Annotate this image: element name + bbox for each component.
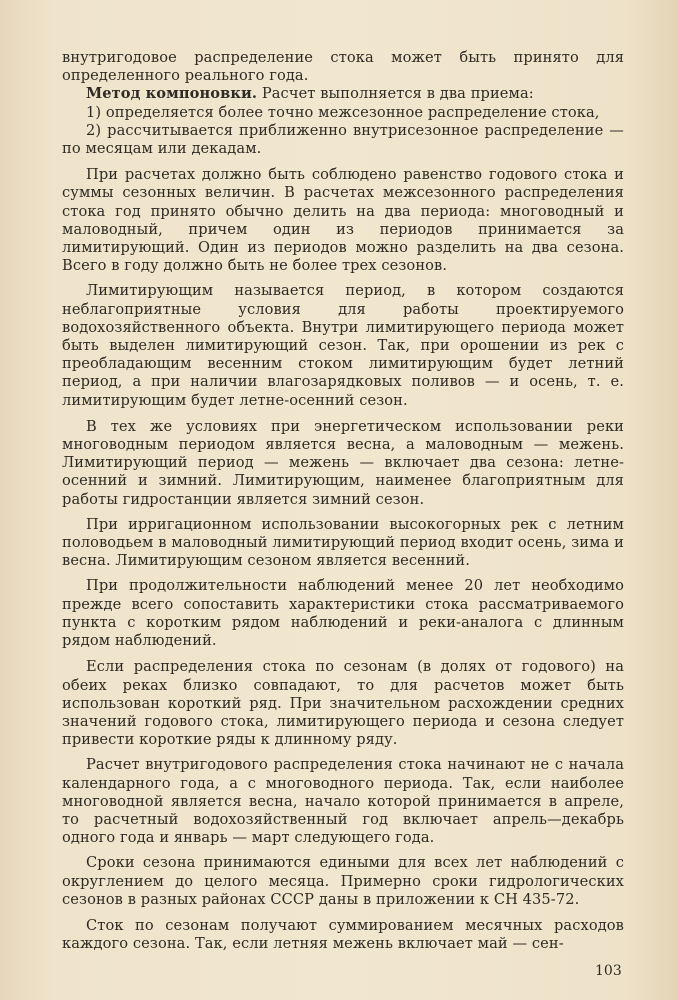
method-item-2: 2) рассчитывается приближенно внутрисезонное распределение — по месяцам или декадам. (62, 121, 624, 158)
paragraph-calculation-start: Расчет внутригодового распределения стока начинают не с начала календарного года, а с многоводного периода. Так, если наиболее многоводной является весна, начало которой принимается в апреле, то расчетный водохозяйственный год включает апрель—декабрь одного года и январь — март следующего года. (62, 756, 624, 847)
intro-paragraph: внутригодовое распределение стока может быть принято для определенного реального года. (62, 49, 624, 85)
paragraph-season-distribution: Если распределения стока по сезонам (в долях от годового) на обеих реках близко совпадают, то для расчетов может быть использован короткий ряд. При значительном расхождении средних значений годового стока, лимитирующего периода и сезона следует привести короткие ряды к длинному ряду. (62, 658, 624, 749)
paragraph-short-records: При продолжительности наблюдений менее 20 лет необходимо прежде всего сопоставить характеристики стока рассматриваемого пункта с коротким рядом наблюдений и реки-аналога с длинным рядом наблюдений. (62, 577, 624, 650)
paragraph-energy-use: В тех же условиях при энергетическом использовании реки многоводным периодом является весна, а маловодным — межень. Лимитирующий период — межень — включает два сезона: летне-осенний и зимний. Лимитирующим, наименее благоприятным для работы гидростанции является зимний сезон. (62, 417, 624, 508)
method-heading: Метод компоновки. (86, 85, 258, 103)
paragraph-irrigation: При ирригационном использовании высокогорных рек с летним половодьем в маловодный лимитирующий период входит осень, зима и весна. Лимитирующим сезоном является весенний. (62, 515, 624, 570)
method-lead: Расчет выполняется в два приема: (257, 85, 534, 103)
paragraph-seasonal-runoff: Сток по сезонам получают суммированием месячных расходов каждого сезона. Так, если летняя межень включает май — сен- (62, 916, 624, 953)
method-paragraph (62, 85, 624, 103)
method-item-1: 1) определяется более точно межсезонное распределение стока, (86, 103, 600, 121)
paragraph-limiting-definition: Лимитирующим называется период, в котором создаются неблагоприятные условия для работы проектируемого водохозяйственного объекта. Внутри лимитирующего периода может быть выделен лимитирующий сезон. Так, при орошении из рек с преобладающим весенним стоком лимитирующим будет летний период, а при наличии влагозарядковых поливов — и осень, т. е. лимитирующим будет летне-осенний сезон. (62, 282, 624, 409)
paragraph-balance: При расчетах должно быть соблюдено равенство годового стока и суммы сезонных величин. В расчетах межсезонного распределения стока год принято обычно делить на два периода: многоводный и маловодный, причем один из периодов принимается за лимитирующий. Один из периодов можно разделить на два сезона. Всего в году должно быть не более трех сезонов. (62, 166, 624, 275)
paragraph-season-dates: Сроки сезона принимаются едиными для всех лет наблюдений с округлением до целого месяца. Примерно сроки гидрологических сезонов в разных районах СССР даны в приложении к СН 435-72. (62, 854, 624, 908)
page-text (62, 49, 624, 953)
page-number: 103 (595, 963, 622, 979)
